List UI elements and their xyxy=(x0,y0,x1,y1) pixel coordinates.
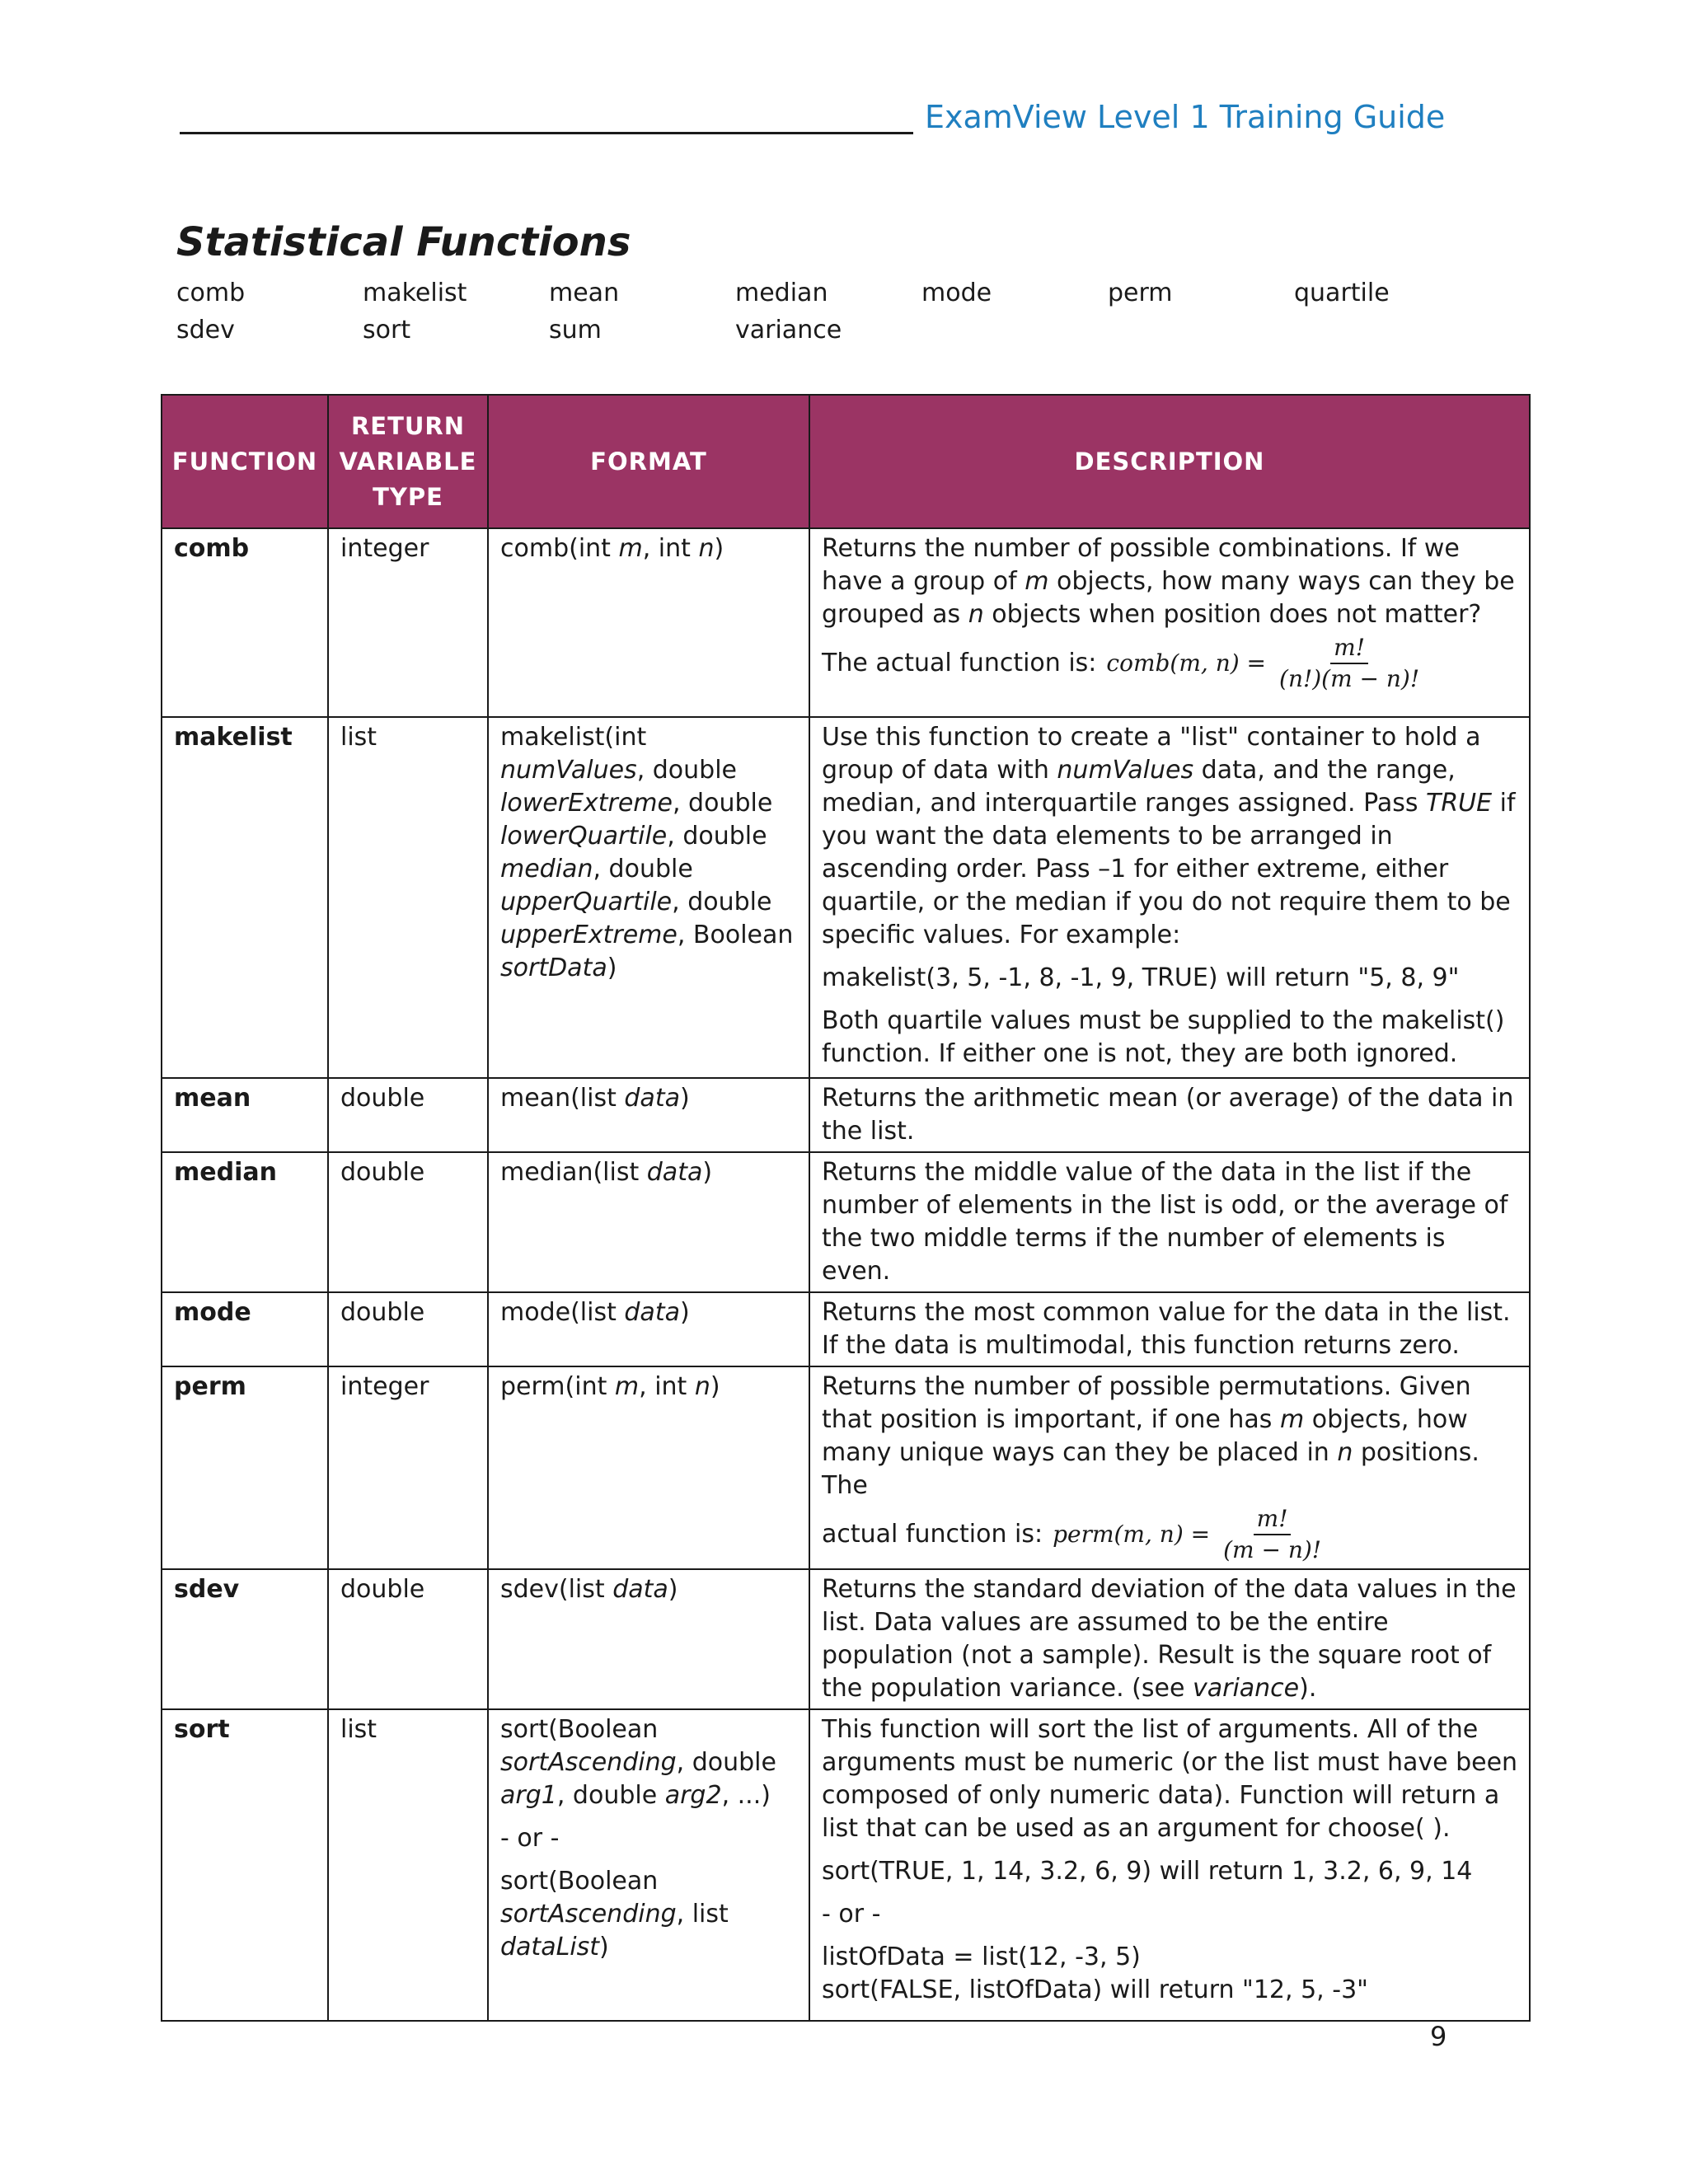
function-name: mean xyxy=(162,1078,328,1152)
function-list-item: quartile xyxy=(1294,279,1390,307)
function-list-item: sort xyxy=(363,316,411,344)
function-name: makelist xyxy=(162,717,328,1078)
description-cell: Returns the standard deviation of the data values in the list. Data values are assumed to be the entire population (not a sample). Result is the square root of the population variance. (see variance). xyxy=(809,1569,1530,1709)
function-name: mode xyxy=(162,1292,328,1366)
page-number: 9 xyxy=(1430,2021,1447,2052)
function-list-item: comb xyxy=(176,279,246,307)
return-type: integer xyxy=(328,528,488,717)
table-row xyxy=(162,1569,1530,1709)
table-row xyxy=(162,1366,1530,1569)
function-list-item: mean xyxy=(549,279,620,307)
format-cell: mean(list data) xyxy=(488,1078,809,1152)
header-format: FORMAT xyxy=(488,395,809,528)
function-list-item: makelist xyxy=(363,279,467,307)
description-cell: Returns the middle value of the data in the list if the number of elements in the list is odd, or the average of the two middle terms if the number of elements is even. xyxy=(809,1152,1530,1292)
table-header-row xyxy=(162,395,1530,528)
description-cell: Use this function to create a "list" container to hold a group of data with numValues data, and the range, median, and interquartile ranges assigned. Pass TRUE if you want the data elements to be arranged in ascending order. Pass –1 for either extreme, either quartile, or the median if you do not require them to be specific values. For example: makelist(3, 5, -1, 8, -1, 9, TRUE) will return "5, 8, 9" Both quartile values must be supplied to the makelist() function. If either one is not, they are both ignored. xyxy=(809,717,1530,1078)
description-cell: Returns the most common value for the data in the list. If the data is multimodal, this function returns zero. xyxy=(809,1292,1530,1366)
table-row xyxy=(162,1078,1530,1152)
function-list-row xyxy=(176,279,1413,316)
description-cell: Returns the number of possible combinations. If we have a group of m objects, how many ways can they be grouped as n objects when position does not matter? The actual function is: comb(m, n) = $\frac{m!}{(n!)(m - n)!}$ xyxy=(809,528,1530,717)
description-cell: Returns the arithmetic mean (or average) of the data in the list. xyxy=(809,1078,1530,1152)
header-description: DESCRIPTION xyxy=(809,395,1530,528)
table-row xyxy=(162,717,1530,1078)
function-list-item: sdev xyxy=(176,316,235,344)
table-row xyxy=(162,528,1530,717)
header-return-type-line: VARIABLE xyxy=(339,447,477,476)
description-cell: Returns the number of possible permutations. Given that position is important, if one has m objects, how many unique ways can they be placed in n positions. The actual function is: perm(m, n) = $\frac{m!}{(m - n)!}$ xyxy=(809,1366,1530,1569)
return-type: double xyxy=(328,1292,488,1366)
functions-table xyxy=(161,394,1531,2022)
function-list-item: median xyxy=(735,279,828,307)
function-name: sort xyxy=(162,1709,328,2021)
format-cell: sort(Boolean sortAscending, double arg1, double arg2, ...) - or - sort(Boolean sortAscending, list dataList) xyxy=(488,1709,809,2021)
function-list-item: perm xyxy=(1108,279,1173,307)
header-return-type-line: RETURN xyxy=(350,411,466,440)
table-row xyxy=(162,1292,1530,1366)
format-cell: comb(int m, int n) xyxy=(488,528,809,717)
table-row xyxy=(162,1152,1530,1292)
section-title: Statistical Functions xyxy=(176,219,631,265)
format-cell: perm(int m, int n) xyxy=(488,1366,809,1569)
function-name: comb xyxy=(162,528,328,717)
function-list-item: mode xyxy=(921,279,992,307)
header-title: ExamView Level 1 Training Guide xyxy=(925,99,1446,135)
return-type: list xyxy=(328,717,488,1078)
header-return-type xyxy=(328,395,488,528)
format-cell: makelist(int numValues, double lowerExtreme, double lowerQuartile, double median, double upperQuartile, double upperExtreme, Boolean sortData) xyxy=(488,717,809,1078)
header-function: FUNCTION xyxy=(162,395,328,528)
perm-formula: perm(m, n) = $\frac{m!}{(m - n)!}$ xyxy=(1053,1505,1322,1563)
function-list xyxy=(176,279,1413,353)
return-type: list xyxy=(328,1709,488,2021)
description-cell: This function will sort the list of arguments. All of the arguments must be numeric (or the list must have been composed of only numeric data). Function will return a list that can be used as an argument for choose( ). sort(TRUE, 1, 14, 3.2, 6, 9) will return 1, 3.2, 6, 9, 14 - or - listOfData = list(12, -3, 5) sort(FALSE, listOfData) will return "12, 5, -3" xyxy=(809,1709,1530,2021)
format-cell: median(list data) xyxy=(488,1152,809,1292)
header-return-type-line: TYPE xyxy=(373,482,443,511)
return-type: double xyxy=(328,1569,488,1709)
comb-formula: comb(m, n) = $\frac{m!}{(n!)(m - n)!}$ xyxy=(1106,634,1420,692)
format-cell: mode(list data) xyxy=(488,1292,809,1366)
format-cell: sdev(list data) xyxy=(488,1569,809,1709)
return-type: double xyxy=(328,1078,488,1152)
function-list-item: sum xyxy=(549,316,602,344)
function-list-row xyxy=(176,316,1413,353)
function-list-item: variance xyxy=(735,316,842,344)
function-name: sdev xyxy=(162,1569,328,1709)
table-row xyxy=(162,1709,1530,2021)
return-type: integer xyxy=(328,1366,488,1569)
function-name: perm xyxy=(162,1366,328,1569)
return-type: double xyxy=(328,1152,488,1292)
header-rule xyxy=(180,132,913,134)
function-name: median xyxy=(162,1152,328,1292)
